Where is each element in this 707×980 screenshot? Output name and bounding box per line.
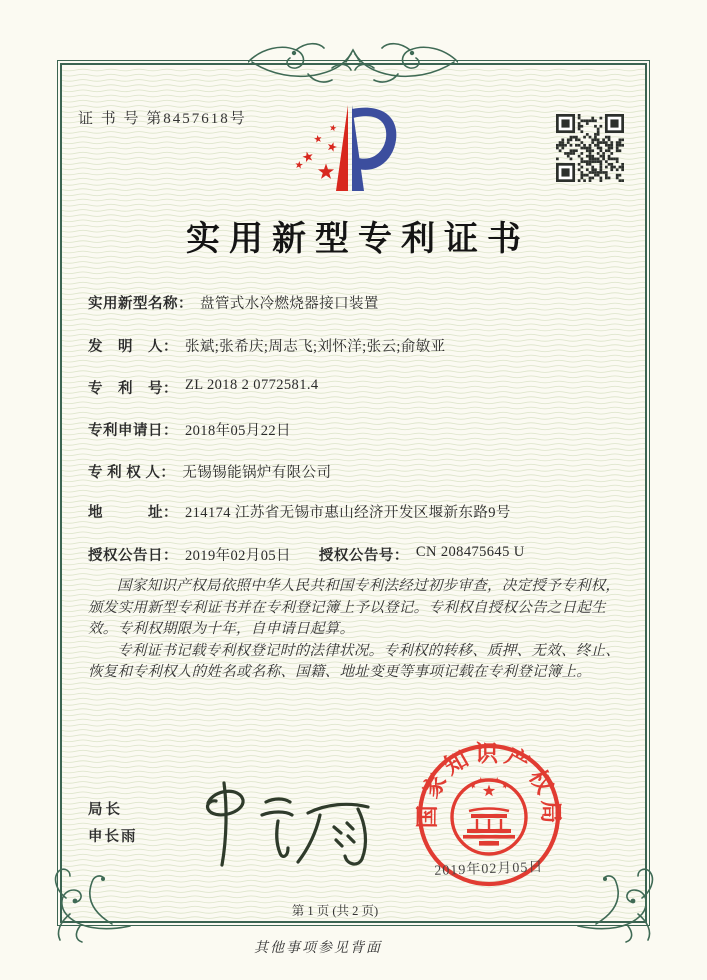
grant-number-pair — [319, 544, 525, 565]
field-value: CN 208475645 U — [415, 544, 525, 560]
commissioner-signature — [196, 775, 378, 871]
logo-p-bowl — [352, 108, 396, 170]
field-value: 无锡锡能锅炉有限公司 — [182, 465, 332, 481]
field-row-filing-date — [88, 419, 291, 440]
field-row-patent-number — [88, 377, 319, 398]
field-row-address — [88, 501, 511, 522]
field-value: 2019年02月05日 — [185, 548, 291, 564]
legal-paragraph-1: 国家知识产权局依照中华人民共和国专利法经过初步审查，决定授予专利权，颁发实用新型专利证书并在专利登记簿上予以登记。专利权自授权公告之日起生效。专利权期限为十年，自申请日起算。 — [88, 578, 621, 638]
field-label: 实用新型名称： — [88, 296, 193, 312]
top-border-dragon-ornament — [248, 40, 458, 92]
page-number: 第 1 页 (共 2 页) — [291, 904, 379, 918]
field-value: 张斌;张希庆;周志飞;刘怀洋;张云;俞敏亚 — [185, 339, 446, 355]
logo-red-blade — [336, 105, 348, 191]
legal-paragraph-2: 专利证书记载专利权登记时的法律状况。专利权的转移、质押、无效、终止、恢复和专利权人的姓名或名称、国籍、地址变更等事项记载在专利登记簿上。 — [88, 642, 621, 681]
field-value: 214174 江苏省无锡市惠山经济开发区堰新东路9号 — [185, 505, 511, 521]
seal-agency-text: 国家知识产权局 — [414, 740, 564, 829]
field-label: 授权公告日： — [88, 548, 178, 564]
officer-name: 申长雨 — [88, 829, 138, 845]
field-label: 专利申请日： — [88, 423, 178, 439]
cnipa-logo — [288, 102, 410, 194]
field-row-inventors — [88, 335, 446, 356]
field-value: 2018年05月22日 — [185, 423, 291, 439]
field-value: ZL 2018 2 0772581.4 — [185, 377, 319, 393]
field-row-grant — [88, 544, 525, 565]
field-label: 专 利 权 人： — [88, 465, 176, 481]
qr-code — [556, 114, 624, 182]
certificate-number: 证 书 号 第8457618号 — [78, 111, 247, 127]
field-row-patentee — [88, 461, 331, 482]
field-label: 发 明 人： — [88, 339, 178, 355]
official-seal — [403, 727, 575, 899]
legal-body-text — [88, 576, 624, 684]
logo-blue-blade — [352, 105, 364, 191]
field-row-utility-model-name — [88, 292, 379, 313]
field-label: 地 址： — [88, 505, 178, 521]
field-label: 专 利 号： — [88, 381, 178, 397]
field-label: 授权公告号： — [318, 548, 409, 564]
field-value: 盘管式水冷燃烧器接口装置 — [200, 296, 379, 312]
back-side-note: 其他事项参见背面 — [254, 941, 382, 956]
seal-date: 2019年02月05日 — [434, 860, 544, 879]
national-emblem — [452, 777, 526, 854]
officer-title: 局长 — [88, 802, 123, 818]
logo-stars — [295, 125, 337, 179]
certificate-title: 实用新型专利证书 — [186, 221, 530, 258]
